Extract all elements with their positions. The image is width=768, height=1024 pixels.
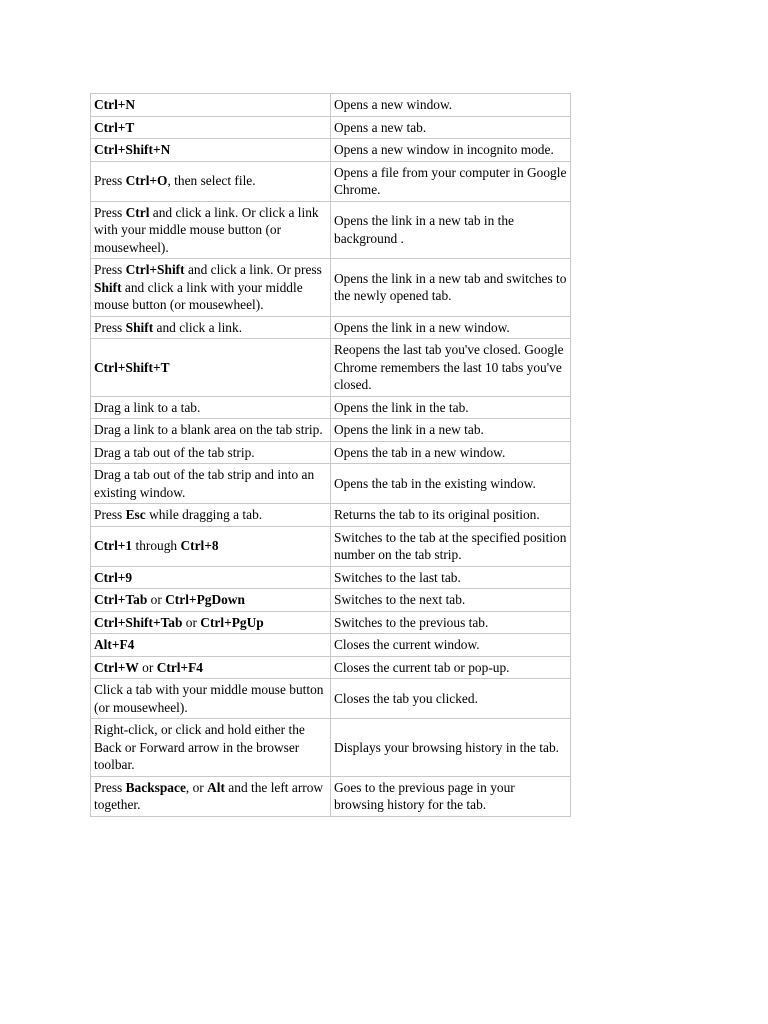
shortcut-key-text: while dragging a tab.	[145, 507, 263, 522]
shortcut-key-bold-text: Backspace	[125, 779, 186, 795]
shortcut-key-cell	[91, 419, 331, 442]
table-row	[91, 139, 571, 162]
shortcut-key-cell	[91, 201, 331, 259]
shortcut-key-cell	[91, 139, 331, 162]
shortcut-key-bold-text: Shift	[94, 279, 122, 295]
shortcut-key-text: Press	[94, 204, 126, 220]
shortcut-key-text: and click a link. Or press	[184, 262, 322, 277]
shortcut-key-bold-text: Ctrl+O	[125, 173, 168, 189]
shortcut-key-bold-text: Esc	[125, 507, 146, 522]
shortcut-key-bold-text: Ctrl+F4	[156, 659, 203, 675]
shortcut-key-bold-text: Ctrl+PgDown	[165, 592, 245, 607]
shortcut-key-cell	[91, 339, 331, 397]
shortcut-key-text: Press	[94, 173, 126, 189]
shortcut-key-bold-text: Ctrl+Tab	[94, 592, 148, 607]
shortcut-key-cell	[91, 776, 331, 816]
table-row	[91, 611, 571, 634]
table-row	[91, 259, 571, 317]
table-row	[91, 719, 571, 777]
shortcut-key-text: through	[132, 538, 181, 554]
table-row	[91, 589, 571, 612]
shortcut-key-cell	[91, 566, 331, 589]
shortcut-description-cell: Opens the link in a new window.	[331, 316, 571, 339]
shortcut-description-cell: Opens the link in the tab.	[331, 396, 571, 419]
shortcut-key-cell	[91, 634, 331, 657]
table-row	[91, 116, 571, 139]
shortcut-description-cell: Closes the current window.	[331, 634, 571, 657]
table-row	[91, 339, 571, 397]
shortcut-key-text: and the left arrow together.	[94, 779, 324, 812]
shortcut-key-text: Press	[94, 507, 126, 522]
table-row	[91, 161, 571, 201]
shortcut-key-bold-text: Ctrl	[125, 204, 150, 220]
shortcut-description-cell: Switches to the tab at the specified position number on the tab strip.	[331, 526, 571, 566]
shortcut-description-cell: Opens a new window in incognito mode.	[331, 139, 571, 162]
shortcut-key-bold-text: Ctrl+Shift	[125, 262, 185, 277]
shortcut-description-cell: Opens a new window.	[331, 94, 571, 117]
table-row	[91, 656, 571, 679]
shortcut-key-cell	[91, 679, 331, 719]
shortcut-key-text: Right-click, or click and hold either the Back or Forward arrow in the browser toolbar.	[94, 722, 305, 772]
shortcut-key-bold-text: Ctrl+Shift+T	[94, 359, 170, 375]
shortcut-key-cell	[91, 611, 331, 634]
table-row	[91, 316, 571, 339]
shortcut-key-bold-text: Alt+F4	[94, 637, 135, 652]
shortcut-key-cell	[91, 504, 331, 527]
shortcut-key-bold-text: Alt	[207, 779, 225, 795]
shortcut-description-cell: Closes the tab you clicked.	[331, 679, 571, 719]
shortcut-key-bold-text: Ctrl+PgUp	[200, 614, 264, 630]
shortcut-key-text: Drag a tab out of the tab strip and into an existing window.	[94, 467, 315, 500]
table-row	[91, 504, 571, 527]
shortcut-key-cell	[91, 316, 331, 339]
table-row	[91, 201, 571, 259]
shortcut-description-cell: Displays your browsing history in the tab.	[331, 719, 571, 777]
shortcuts-table	[90, 93, 571, 817]
shortcut-key-cell	[91, 719, 331, 777]
shortcut-description-cell: Switches to the last tab.	[331, 566, 571, 589]
shortcut-key-text: or	[182, 614, 201, 630]
shortcut-key-text: or	[147, 592, 166, 607]
shortcut-key-cell	[91, 116, 331, 139]
shortcut-key-bold-text: Ctrl+8	[180, 538, 219, 554]
table-row	[91, 634, 571, 657]
shortcut-key-text: Click a tab with your middle mouse button (or mousewheel).	[94, 682, 324, 715]
shortcut-key-text: , then select file.	[167, 173, 256, 189]
shortcut-key-cell	[91, 396, 331, 419]
shortcut-key-text: Press	[94, 319, 126, 335]
shortcut-key-cell	[91, 656, 331, 679]
shortcut-description-cell: Opens a file from your computer in Google Chrome.	[331, 161, 571, 201]
shortcut-description-cell: Goes to the previous page in your browsing history for the tab.	[331, 776, 571, 816]
shortcut-key-cell	[91, 526, 331, 566]
shortcut-description-cell: Switches to the previous tab.	[331, 611, 571, 634]
shortcut-key-bold-text: Ctrl+9	[94, 569, 133, 585]
shortcut-key-bold-text: Ctrl+N	[94, 97, 136, 112]
shortcut-description-cell: Opens the link in a new tab.	[331, 419, 571, 442]
shortcut-description-cell: Closes the current tab or pop-up.	[331, 656, 571, 679]
shortcut-key-bold-text: Ctrl+1	[94, 538, 133, 554]
table-row	[91, 396, 571, 419]
shortcut-key-cell	[91, 161, 331, 201]
shortcut-key-text: Drag a link to a blank area on the tab strip.	[94, 422, 323, 437]
table-row	[91, 776, 571, 816]
shortcut-key-text: and click a link. Or click a link with your middle mouse button (or mousewheel).	[94, 204, 319, 255]
shortcut-description-cell: Opens the link in a new tab and switches to the newly opened tab.	[331, 259, 571, 317]
shortcut-description-cell: Switches to the next tab.	[331, 589, 571, 612]
shortcut-key-text: and click a link with your middle mouse button (or mousewheel).	[94, 279, 303, 312]
shortcut-description-cell: Opens the tab in a new window.	[331, 441, 571, 464]
table-row	[91, 679, 571, 719]
shortcut-key-bold-text: Ctrl+T	[94, 119, 135, 135]
table-row	[91, 566, 571, 589]
shortcut-key-text: or	[138, 659, 157, 675]
shortcut-description-cell: Opens the link in a new tab in the background .	[331, 201, 571, 259]
shortcut-key-bold-text: Shift	[125, 319, 154, 335]
table-row	[91, 464, 571, 504]
table-row	[91, 94, 571, 117]
shortcut-key-text: Press	[94, 262, 126, 277]
table-row	[91, 526, 571, 566]
shortcut-key-text: Drag a tab out of the tab strip.	[94, 444, 255, 460]
shortcut-key-cell	[91, 259, 331, 317]
shortcut-key-cell	[91, 589, 331, 612]
shortcut-description-cell: Opens the tab in the existing window.	[331, 464, 571, 504]
shortcut-description-cell: Opens a new tab.	[331, 116, 571, 139]
shortcut-description-cell: Returns the tab to its original position.	[331, 504, 571, 527]
shortcut-key-text: Press	[94, 779, 126, 795]
shortcut-description-cell: Reopens the last tab you've closed. Google Chrome remembers the last 10 tabs you've closed.	[331, 339, 571, 397]
shortcut-key-bold-text: Ctrl+W	[94, 659, 139, 675]
shortcuts-table-body	[91, 94, 571, 817]
table-row	[91, 441, 571, 464]
shortcut-key-text: Drag a link to a tab.	[94, 399, 201, 415]
table-row	[91, 419, 571, 442]
shortcut-key-text: and click a link.	[153, 319, 243, 335]
shortcut-key-cell	[91, 464, 331, 504]
shortcut-key-bold-text: Ctrl+Shift+N	[94, 142, 171, 157]
shortcut-key-cell	[91, 94, 331, 117]
shortcut-key-bold-text: Ctrl+Shift+Tab	[94, 614, 183, 630]
shortcut-key-cell	[91, 441, 331, 464]
shortcut-key-text: , or	[185, 779, 208, 795]
